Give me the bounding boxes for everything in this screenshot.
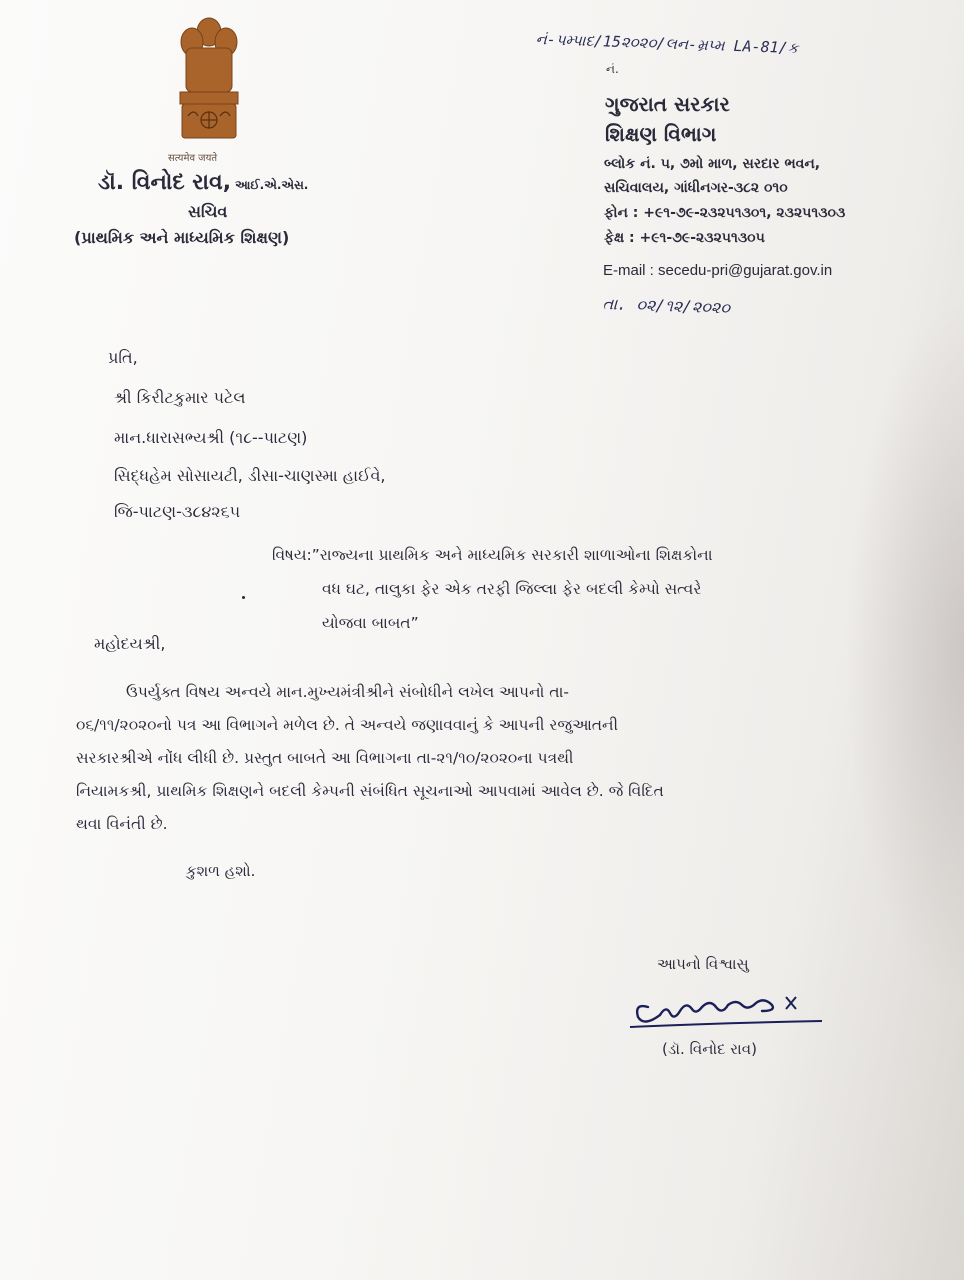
sender-name — [98, 170, 308, 195]
reference-label: નં. — [606, 62, 619, 76]
office-email: E-mail : secedu-pri@gujarat.gov.in — [603, 262, 833, 279]
emblem-motto: सत्यमेव जयते — [168, 153, 218, 164]
subject-line2: વધ ઘટ, તાલુકા ફેર એક તરફી જિલ્લા ફેર બદલી કેમ્પો સત્વરે — [322, 580, 702, 598]
signatory-name: (ડૉ. વિનોદ રાવ) — [662, 1040, 757, 1058]
office-phone: ફોન : +૯૧-૭૯-૨૩૨૫૧૩૦૧, ૨૩૨૫૧૩૦૩ — [604, 205, 846, 221]
recipient-address-line1: સિદ્ધહેમ સોસાયટી, ડીસા-ચાણસ્મા હાઈવે, — [114, 466, 386, 485]
government-name: ગુજરાત સરકાર — [605, 92, 730, 116]
body-line5: થવા વિનંતી છે. — [76, 815, 168, 833]
letter-body — [76, 676, 846, 841]
office-address-line1: બ્લોક નં. ૫, ૭મો માળ, સરદાર ભવન, — [604, 156, 821, 172]
closing-greeting: કુશળ હશો. — [186, 862, 256, 880]
office-address-line2: સચિવાલય, ગાંધીનગર-૩૮૨ ૦૧૦ — [604, 180, 788, 196]
recipient-prefix: પ્રતિ, — [108, 348, 138, 367]
subject-line1: વિષય:”રાજ્યના પ્રાથમિક અને માધ્યમિક સરકારી શાળાઓના શિક્ષકોના — [272, 546, 713, 564]
sender-department: (પ્રાથમિક અને માધ્યમિક શિક્ષણ) — [74, 228, 290, 247]
paper-shadow — [844, 300, 964, 1000]
body-line1: ઉપર્યુક્ત વિષય અન્વયે માન.મુખ્યમંત્રીશ્રીને સંબોધીને લખેલ આપનો તા- — [126, 683, 569, 701]
subject-line3: યોજવા બાબત” — [322, 614, 419, 632]
body-line2: ૦૬/૧૧/૨૦૨૦નો પત્ર આ વિભાગને મળેલ છે. તે અન્વયે જણાવવાનું કે આપની રજુઆતની — [76, 716, 619, 734]
recipient-address-line2: જિ-પાટણ-૩૮૪૨૬૫ — [114, 502, 241, 521]
salutation: મહોદયશ્રી, — [94, 634, 166, 653]
recipient-name: શ્રી કિરીટકુમાર પટેલ — [114, 388, 246, 407]
signature-image — [626, 975, 826, 1035]
letter-date-handwritten: તા. ૦૨/૧૨/૨૦૨૦ — [602, 294, 731, 318]
yours-faithfully: આપનો વિશ્વાસુ — [657, 955, 749, 973]
body-line4: નિયામકશ્રી, પ્રાથમિક શિક્ષણને બદલી કેમ્પની સંબંધિત સૂચનાઓ આપવામાં આવેલ છે. જે વિદિત — [76, 782, 664, 800]
stray-dot — [242, 596, 245, 599]
department-name: શિક્ષણ વિભાગ — [605, 122, 717, 146]
recipient-title: માન.ધારાસભ્યશ્રી (૧૮--પાટણ) — [114, 428, 308, 447]
body-line3: સરકારશ્રીએ નોંધ લીધી છે. પ્રસ્તુત બાબતે આ વિભાગના તા-૨૧/૧૦/૨૦૨૦ના પત્રથી — [76, 749, 574, 767]
office-fax: ફેક્ષ : +૯૧-૭૯-૨૩૨૫૧૩૦૫ — [604, 230, 765, 246]
letter-subject — [272, 538, 844, 640]
sender-ias: આઈ.એ.એસ. — [235, 178, 309, 192]
sender-designation: સચિવ — [188, 202, 228, 221]
reference-number-handwritten: નં-પમ્પાદ/15૨૦૨૦/લન-મ્રપ્મ LA-81/ક — [535, 30, 799, 58]
national-emblem-icon — [172, 12, 246, 152]
sender-name-text: ડૉ. વિનોદ રાવ, — [98, 170, 232, 195]
